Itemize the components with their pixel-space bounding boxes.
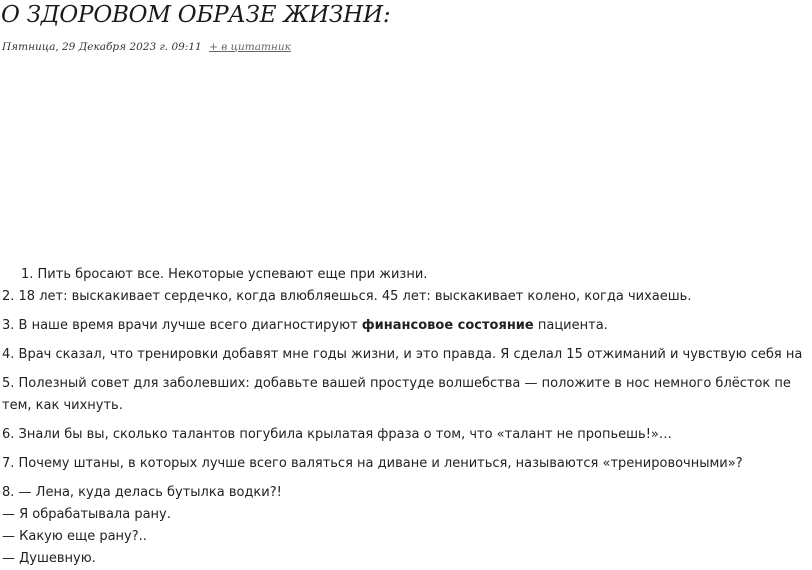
- list-item-4: 4. Врач сказал, что тренировки добавят мне годы жизни, и это правда. Я сделал 15 отжиманий и чувствую себя на: [2, 347, 803, 362]
- list-item-3: [2, 315, 812, 337]
- list-item-3-bold-text: финансовое состояние: [361, 318, 534, 333]
- post-title: О ЗДОРОВОМ ОБРАЗЕ ЖИЗНИ:: [1, 2, 391, 28]
- add-to-quotes-link[interactable]: + в цитатник: [209, 41, 291, 53]
- list-item-1: 1. Пить бросают все. Некоторые успевают еще при жизни.: [21, 267, 428, 282]
- list-item-5-line-1: 5. Полезный совет для заболевших: добавьте вашей простуде волшебства — положите в нос немного блёсток пе: [2, 376, 791, 391]
- post-meta: [2, 40, 291, 54]
- post-body: [2, 264, 812, 570]
- blank-ad-area: [0, 62, 812, 257]
- list-item-7: 7. Почему штаны, в которых лучше всего валяться на диване и лениться, называются «тренировочными»?: [2, 456, 743, 471]
- dialogue-line-1: 8. — Лена, куда делась бутылка водки?!: [2, 485, 282, 500]
- post-date: Пятница, 29 Декабря 2023 г. 09:11: [2, 41, 202, 53]
- list-item-3-text-after: пациента.: [533, 318, 608, 333]
- list-item-6: 6. Знали бы вы, сколько талантов погубила крылатая фраза о том, что «талант не пропьешь!»…: [2, 427, 672, 442]
- list-item-5-line-2: тем, как чихнуть.: [2, 398, 123, 413]
- dialogue-line-2: — Я обрабатывала рану.: [2, 507, 171, 522]
- dialogue-line-3: — Какую еще рану?..: [2, 529, 147, 544]
- dialogue-line-4: — Душевную.: [2, 551, 96, 566]
- list-item-2: 2. 18 лет: выскакивает сердечко, когда влюбляешься. 45 лет: выскакивает колено, когда чихаешь.: [2, 289, 692, 304]
- list-item-3-text-before: 3. В наше время врачи лучше всего диагностируют: [2, 318, 362, 333]
